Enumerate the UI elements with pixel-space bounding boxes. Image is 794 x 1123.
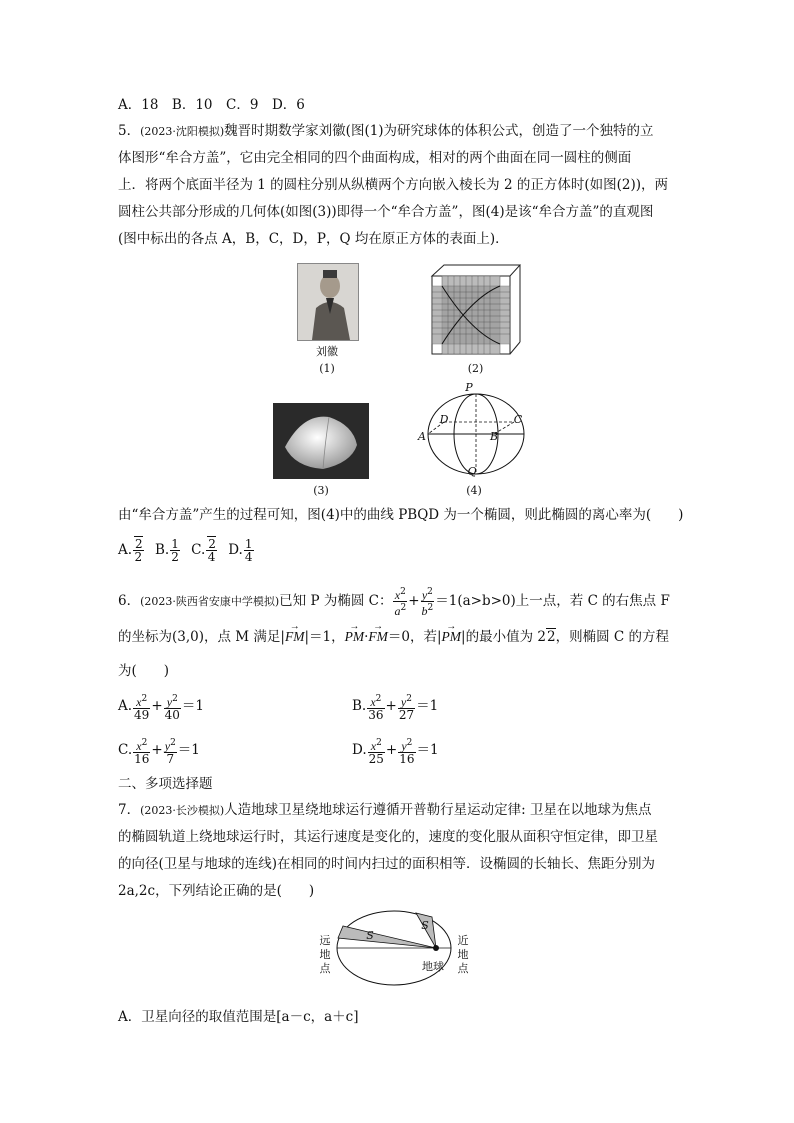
q6-text1: 已知 P 为椭圆 C： (279, 593, 393, 609)
q6-line2: 的坐标为(3,0)，点 M 满足|→ FM|＝1，→ PM·→ FM＝0，若|→ PM|的最小值为 22，则椭圆 C 的方程 (118, 628, 669, 646)
figure-1-portrait (297, 263, 359, 341)
q6-text2c: ＝0，若| (387, 629, 442, 645)
q6-text1b: ＝1(a>b>0)上一点，若 C 的右焦点 F (435, 593, 670, 609)
fig1-name: 刘徽 (316, 345, 338, 358)
fig2-caption: (2) (467, 362, 484, 375)
q6-line1: 6．(2023·陕西省安康中学模拟)已知 P 为椭圆 C： $\frac{x^2}{a^2}$ + $\frac{y^2}{b^2}$ ＝1(a>b>0)上一点，若 C 的右焦点 F (118, 587, 670, 618)
q5-source: (2023·沈阳模拟) (140, 125, 225, 138)
q4-options: A．18 B．10 C．9 D．6 (118, 97, 305, 113)
q7-number: 7． (118, 802, 141, 818)
q6-opt-d-label: D. (352, 742, 367, 758)
fig4-label-p: P (465, 381, 473, 394)
q7-text: 人造地球卫星绕地球运行遵循开普勒行星运动定律: 卫星在以地球为焦点 (224, 802, 652, 818)
q7-line3: 的向径(卫星与地球的连线)在相同的时间内扫过的面积相等．设椭圆的长轴长、焦距分别为 (118, 856, 656, 872)
fig3-caption: (3) (313, 484, 329, 497)
q7-option-a: A．卫星向径的取值范围是[a－c，a＋c] (118, 1009, 359, 1025)
q5-opt-b-value: $\frac{1}{2}$ (171, 537, 179, 564)
q6-frac-x: $\frac{x^2}{a^2}$ (394, 587, 407, 618)
section-title: 二、多项选择题 (118, 776, 213, 792)
q6-source: (2023·陕西省安康中学模拟) (140, 595, 280, 608)
q6-option-c: C. $\frac{x^2}{16}$ + $\frac{y^2}{7}$ ＝1 (118, 737, 200, 766)
q7-line2: 的椭圆轨道上绕地球运行时，其运行速度是变化的，速度的变化服从面积守恒定律，即卫星 (118, 829, 658, 845)
q5-line4: 圆柱公共部分形成的几何体(如图(3))即得一个“牟合方盖”，图(4)是该“牟合方盖”的直观图 (118, 204, 654, 220)
fig4-label-a: A (418, 430, 426, 443)
q7-near-point-label: 近地点 (457, 934, 469, 975)
fig4-label-b: B (489, 430, 499, 443)
q7-orbit-diagram (334, 908, 454, 988)
q6-opt-c-label: C. (118, 742, 133, 758)
q6-number: 6． (118, 593, 141, 609)
q5-opt-a-den: 2 (134, 550, 143, 564)
q5-opt-a-label: A. (118, 542, 133, 558)
q6-sqrt-2: 2 (546, 629, 556, 645)
fig4-caption: (4) (466, 484, 482, 497)
q5-line5: (图中标出的各点 A，B，C，D，P，Q 均在原正方体的表面上)． (118, 231, 509, 247)
q6-frac-y: $\frac{y^2}{b^2}$ (421, 587, 434, 618)
q6-opt-b-label: B. (352, 698, 367, 714)
q5-opt-a-value (133, 538, 144, 563)
q5-number: 5． (118, 123, 141, 139)
q7-line4: 2a,2c，下列结论正确的是( ) (118, 883, 315, 899)
q6-opt-a-label: A. (118, 698, 133, 714)
q5-opt-c-value: $\frac{2}{4}$ (207, 537, 216, 564)
fig1-caption: (1) (319, 362, 335, 375)
q5-options (118, 532, 255, 568)
portrait-image (298, 264, 358, 340)
figure-2-cube (428, 262, 523, 357)
q5-text: 魏晋时期数学家刘徽(图(1)为研究球体的体积公式，创造了一个独特的立 (224, 123, 654, 139)
q6-text2b: |＝1， (304, 629, 345, 645)
figure-3-solid (273, 403, 369, 479)
q7-source: (2023·长沙模拟) (140, 804, 225, 817)
q7-area-s-right: S (421, 919, 429, 932)
q7-line1 (118, 801, 652, 820)
q5-line1 (118, 122, 654, 141)
q5-question: 由“牟合方盖”产生的过程可知，图(4)中的曲线 PBQD 为一个椭圆，则此椭圆的离心率为( ) (118, 507, 684, 523)
q5-opt-b-label: B. (154, 542, 170, 558)
q5-opt-a-num: 2 (135, 537, 143, 551)
q5-line2: 体图形“牟合方盖”，它由完全相同的四个曲面构成，相对的两个曲面在同一圆柱的侧面 (118, 150, 632, 166)
q7-area-s-left: S (366, 929, 374, 942)
q7-earth-label: 地球 (422, 960, 444, 973)
fig4-label-q: Q (467, 465, 477, 478)
q6-option-a: A. $\frac{x^2}{49}$ + $\frac{y^2}{40}$ ＝1 (118, 693, 205, 722)
q5-opt-d-value: $\frac{1}{4}$ (244, 537, 253, 564)
q6-text2a: 的坐标为(3,0)，点 M 满足| (118, 629, 285, 645)
fig4-label-c: C (513, 413, 523, 426)
q5-opt-d-label: D. (228, 542, 243, 558)
q6-line3: 为( ) (118, 663, 170, 679)
q7-far-point-label: 远地点 (319, 934, 331, 975)
fig4-label-d: D (439, 413, 449, 426)
q5-line3: 上．将两个底面半径为 1 的圆柱分别从纵横两个方向嵌入棱长为 2 的正方体时(如图(2))，两 (118, 177, 668, 193)
q5-opt-c-label: C. (191, 542, 206, 558)
q6-option-b: B. $\frac{x^2}{36}$ + $\frac{y^2}{27}$ ＝1 (352, 693, 439, 722)
q6-option-d: D. $\frac{x^2}{25}$ + $\frac{y^2}{16}$ ＝1 (352, 737, 439, 766)
q6-text2d: |的最小值为 2 (461, 629, 546, 645)
q6-text2e: ，则椭圆 C 的方程 (555, 629, 669, 645)
